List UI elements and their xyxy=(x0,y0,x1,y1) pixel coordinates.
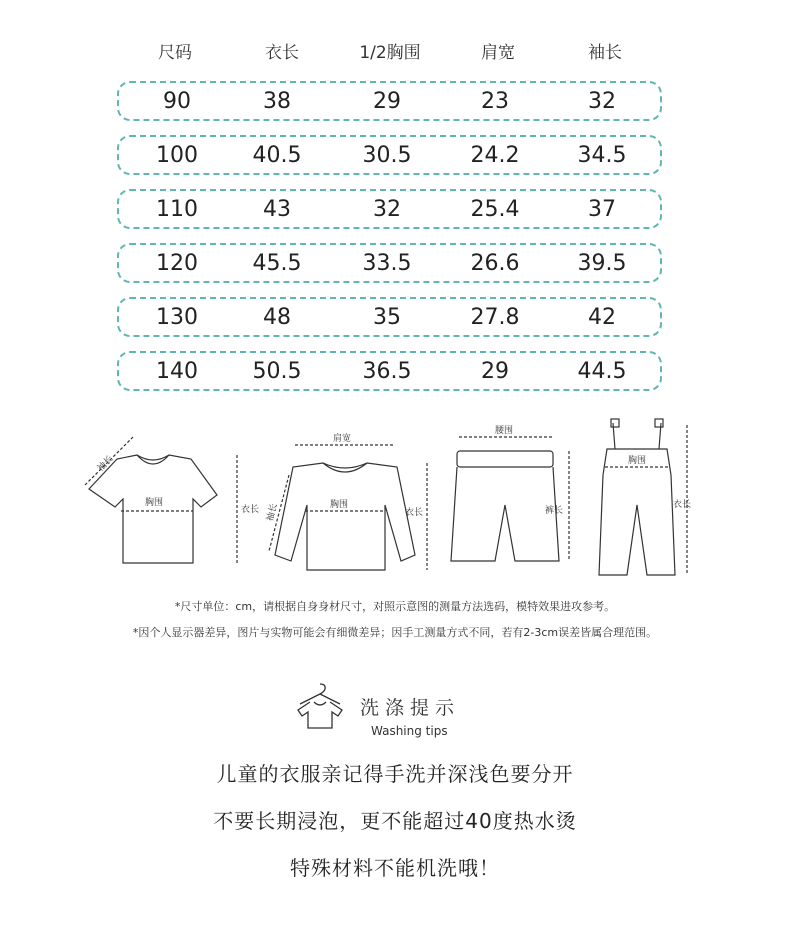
cell-length: 45.5 xyxy=(252,251,302,276)
cell-size: 90 xyxy=(163,89,191,114)
header-half-chest: 1/2胸围 xyxy=(359,43,421,63)
cell-sleeve: 34.5 xyxy=(577,143,627,168)
cell-length: 48 xyxy=(263,305,291,330)
table-row xyxy=(117,243,662,283)
cell-shoulder: 23 xyxy=(481,89,509,114)
cell-sleeve: 32 xyxy=(588,89,616,114)
cell-size: 130 xyxy=(156,305,198,330)
label-tshirt-length: 衣长 xyxy=(241,505,260,515)
cell-sleeve: 39.5 xyxy=(577,251,627,276)
cell-length: 38 xyxy=(263,89,291,114)
cell-shoulder: 26.6 xyxy=(470,251,520,276)
cell-sleeve: 44.5 xyxy=(577,359,627,384)
header-sleeve: 袖长 xyxy=(588,43,622,63)
cell-shoulder: 25.4 xyxy=(470,197,520,222)
label-sweater-chest: 胸围 xyxy=(330,500,349,510)
cell-half-chest: 32 xyxy=(373,197,401,222)
table-row xyxy=(117,189,662,229)
cell-shoulder: 24.2 xyxy=(470,143,520,168)
label-sweater-length: 衣长 xyxy=(405,508,424,518)
cell-size: 140 xyxy=(156,359,198,384)
hanger-shirt-icon xyxy=(290,680,350,730)
header-size: 尺码 xyxy=(158,43,192,63)
cell-half-chest: 36.5 xyxy=(362,359,412,384)
cell-sleeve: 42 xyxy=(588,305,616,330)
label-tshirt-sleeve: 袖长 xyxy=(95,454,116,474)
table-row xyxy=(117,351,662,391)
washing-line-3: 特殊材料不能机洗哦！ xyxy=(290,856,500,880)
cell-size: 110 xyxy=(156,197,198,222)
note-units: *尺寸单位：cm，请根据自身身材尺寸，对照示意图的测量方法选码，模特效果进攻参考。 xyxy=(174,600,616,613)
header-length: 衣长 xyxy=(265,43,299,63)
overalls-diagram xyxy=(599,419,687,575)
note-display-difference: *因个人显示器差异，图片与实物可能会有细微差异；因手工测量方式不同，若有2-3cm误差皆属合理范围。 xyxy=(132,626,658,639)
label-sweater-sleeve: 袖长 xyxy=(265,502,280,523)
header-shoulder: 肩宽 xyxy=(481,43,515,63)
cell-shoulder: 27.8 xyxy=(470,305,520,330)
size-table-header xyxy=(120,38,665,66)
cell-half-chest: 30.5 xyxy=(362,143,412,168)
cell-sleeve: 37 xyxy=(588,197,616,222)
diagrams-svg xyxy=(75,415,715,585)
label-overalls-length: 衣长 xyxy=(673,500,692,510)
washing-subtitle: Washing tips xyxy=(371,724,448,738)
label-tshirt-chest: 胸围 xyxy=(145,498,164,508)
cell-shoulder: 29 xyxy=(481,359,509,384)
cell-size: 100 xyxy=(156,143,198,168)
pants-diagram xyxy=(451,437,569,561)
table-row xyxy=(117,297,662,337)
label-pants-length: 裤长 xyxy=(545,506,564,516)
measurement-diagrams xyxy=(75,415,715,585)
cell-length: 43 xyxy=(263,197,291,222)
cell-length: 50.5 xyxy=(252,359,302,384)
washing-line-1: 儿童的衣服亲记得手洗并深浅色要分开 xyxy=(216,762,574,786)
washing-line-2: 不要长期浸泡，更不能超过40度热水烫 xyxy=(213,809,577,833)
cell-size: 120 xyxy=(156,251,198,276)
washing-title: 洗涤提示 xyxy=(360,697,461,719)
cell-half-chest: 33.5 xyxy=(362,251,412,276)
label-overalls-chest: 胸围 xyxy=(628,456,647,466)
label-pants-waist: 腰围 xyxy=(495,426,514,436)
table-row xyxy=(117,135,662,175)
cell-half-chest: 29 xyxy=(373,89,401,114)
cell-half-chest: 35 xyxy=(373,305,401,330)
label-sweater-shoulder: 肩宽 xyxy=(333,434,352,444)
cell-length: 40.5 xyxy=(252,143,302,168)
table-row xyxy=(117,81,662,121)
